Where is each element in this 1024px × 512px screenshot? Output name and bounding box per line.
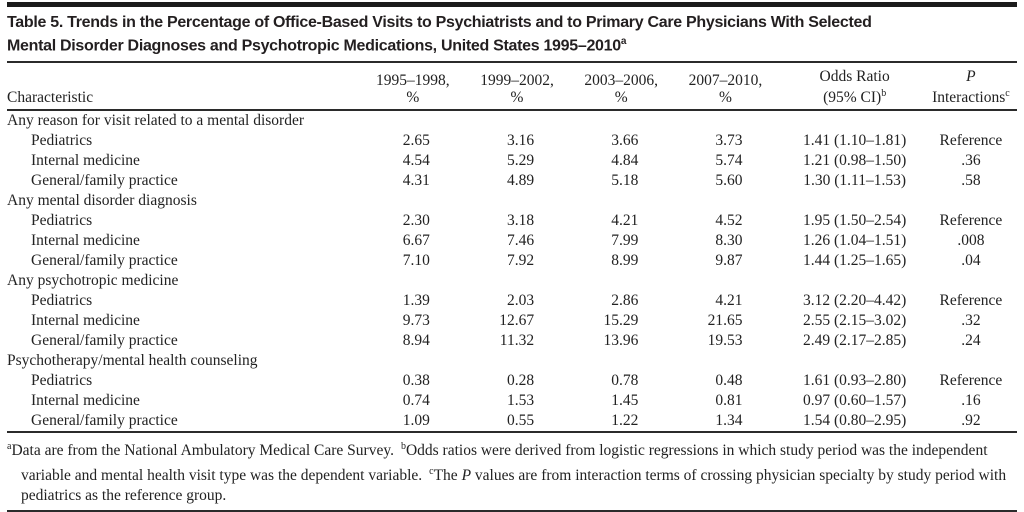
table-row bbox=[7, 131, 1017, 151]
cell-odds-ratio: 1.44 (1.25–1.65) bbox=[802, 252, 907, 270]
section-header-row bbox=[7, 351, 1017, 371]
cell-percent-2003-2006: 0.78 bbox=[611, 372, 639, 390]
table-row bbox=[7, 371, 1017, 391]
cell-percent-2007-2010: 19.53 bbox=[707, 332, 743, 350]
col-header-1999-2002: 1999–2002, % bbox=[472, 63, 576, 110]
cell-percent-1995-1998: 1.09 bbox=[368, 411, 472, 432]
footnote-italic-p: P bbox=[461, 466, 472, 484]
cell-percent-1999-2002: 4.89 bbox=[506, 172, 535, 190]
cell-characteristic: General/family practice bbox=[7, 411, 368, 432]
cell-percent-2003-2006: 4.84 bbox=[611, 152, 639, 170]
footnote-text-b: Odds ratios were derived from logistic regressions in which study period was the independent variable and mental health visit type was the dependent variable. bbox=[21, 442, 988, 484]
cell-percent-1999-2002: 0.55 bbox=[472, 411, 576, 432]
footnote-text-c-post: values are from interaction terms of crossing physician specialty by study period with pediatrics as the reference group. bbox=[21, 466, 1007, 504]
cell-odds-ratio: 2.55 (2.15–3.02) bbox=[802, 312, 907, 330]
section-header-row bbox=[7, 110, 1017, 131]
cell-characteristic: Pediatrics bbox=[31, 292, 93, 310]
cell-percent-1999-2002: 7.46 bbox=[506, 232, 535, 250]
cell-characteristic: General/family practice bbox=[31, 172, 178, 190]
cell-percent-2007-2010: 0.81 bbox=[715, 392, 743, 410]
cell-p-interaction: .36 bbox=[961, 152, 981, 170]
cell-p-interaction: .04 bbox=[961, 252, 981, 270]
bottom-rule bbox=[7, 510, 1017, 512]
cell-percent-2007-2010: 0.48 bbox=[715, 372, 743, 390]
cell-percent-1995-1998: 4.54 bbox=[402, 152, 430, 170]
section-header: Psychotherapy/mental health counseling bbox=[7, 352, 258, 370]
cell-odds-ratio: 1.54 (0.80–2.95) bbox=[785, 411, 925, 432]
section-header-row bbox=[7, 191, 1017, 211]
cell-p-interaction: .16 bbox=[961, 392, 981, 410]
cell-percent-2007-2010: 21.65 bbox=[707, 312, 743, 330]
cell-odds-ratio: 1.30 (1.11–1.53) bbox=[803, 172, 907, 190]
cell-percent-1995-1998: 6.67 bbox=[402, 232, 430, 250]
cell-characteristic: Internal medicine bbox=[31, 152, 140, 170]
cell-percent-2003-2006: 4.21 bbox=[611, 212, 639, 230]
col-header-2007-2010: 2007–2010, % bbox=[680, 63, 784, 110]
cell-characteristic: Pediatrics bbox=[31, 132, 93, 150]
cell-odds-ratio: 1.21 (0.98–1.50) bbox=[802, 152, 907, 170]
table-row bbox=[7, 231, 1017, 251]
footnote-marker-b: b bbox=[400, 441, 406, 453]
cell-percent-1999-2002: 5.29 bbox=[506, 152, 535, 170]
cell-percent-2007-2010: 1.34 bbox=[680, 411, 784, 432]
title-footnote-marker: a bbox=[620, 36, 627, 47]
cell-p-interaction: Reference bbox=[939, 132, 1003, 150]
cell-percent-1995-1998: 9.73 bbox=[402, 312, 430, 330]
cell-percent-2003-2006: 13.96 bbox=[603, 332, 639, 350]
cell-percent-1995-1998: 7.10 bbox=[402, 252, 430, 270]
header-row bbox=[7, 63, 1017, 110]
cell-odds-ratio: 0.97 (0.60–1.57) bbox=[802, 392, 907, 410]
cell-p-interaction: Reference bbox=[939, 292, 1003, 310]
table-title-line2: Mental Disorder Diagnoses and Psychotropic Medications, United States 1995–2010$^a$ bbox=[7, 36, 627, 55]
cell-characteristic: General/family practice bbox=[31, 252, 178, 270]
data-table bbox=[7, 63, 1017, 433]
cell-characteristic: Internal medicine bbox=[31, 392, 140, 410]
cell-percent-2003-2006: 3.66 bbox=[611, 132, 639, 150]
cell-odds-ratio: 1.41 (1.10–1.81) bbox=[802, 132, 907, 150]
footnote-marker-c: c bbox=[429, 465, 434, 477]
cell-percent-1999-2002: 11.32 bbox=[499, 332, 535, 350]
table-row bbox=[7, 391, 1017, 411]
cell-percent-2003-2006: 15.29 bbox=[603, 312, 639, 330]
cell-odds-ratio: 1.95 (1.50–2.54) bbox=[802, 212, 907, 230]
col-header-p-interactions: P Interactions$^c$ bbox=[925, 63, 1017, 110]
table-row bbox=[7, 251, 1017, 271]
cell-percent-2007-2010: 4.21 bbox=[715, 292, 743, 310]
cell-percent-2007-2010: 3.73 bbox=[715, 132, 743, 150]
col-header-2003-2006: 2003–2006, % bbox=[576, 63, 680, 110]
table-footnote bbox=[7, 437, 1017, 505]
cell-percent-1999-2002: 1.53 bbox=[506, 392, 535, 410]
table-row bbox=[7, 291, 1017, 311]
footnote-text-a: Data are from the National Ambulatory Medical Care Survey. bbox=[11, 442, 394, 460]
section-header: Any mental disorder diagnosis bbox=[7, 192, 197, 210]
cell-percent-1995-1998: 0.74 bbox=[402, 392, 430, 410]
cell-percent-1995-1998: 1.39 bbox=[402, 292, 430, 310]
section-header: Any reason for visit related to a mental disorder bbox=[7, 112, 304, 130]
footnote-marker-a: a bbox=[7, 441, 12, 453]
cell-percent-1999-2002: 7.92 bbox=[506, 252, 535, 270]
cell-p-interaction: .32 bbox=[961, 312, 981, 330]
cell-p-interaction: Reference bbox=[939, 212, 1003, 230]
section-header-row bbox=[7, 271, 1017, 291]
cell-percent-2003-2006: 8.99 bbox=[611, 252, 639, 270]
cell-percent-1995-1998: 8.94 bbox=[402, 332, 430, 350]
cell-characteristic: Internal medicine bbox=[31, 232, 140, 250]
cell-percent-1999-2002: 3.18 bbox=[506, 212, 535, 230]
cell-percent-1999-2002: 3.16 bbox=[506, 132, 535, 150]
cell-percent-2003-2006: 2.86 bbox=[611, 292, 639, 310]
table-title bbox=[7, 13, 1017, 55]
cell-percent-2007-2010: 9.87 bbox=[715, 252, 743, 270]
cell-p-interaction: Reference bbox=[939, 372, 1003, 390]
cell-odds-ratio: 2.49 (2.17–2.85) bbox=[802, 332, 907, 350]
top-rule bbox=[7, 2, 1017, 7]
cell-p-interaction: .008 bbox=[957, 232, 985, 250]
cell-characteristic: Pediatrics bbox=[31, 372, 93, 390]
table-row bbox=[7, 411, 1017, 432]
cell-p-interaction: .24 bbox=[961, 332, 981, 350]
col-header-odds-ratio: Odds Ratio (95% CI)$^b$ bbox=[785, 63, 925, 110]
col-header-characteristic: Characteristic bbox=[7, 63, 368, 110]
cell-percent-1999-2002: 0.28 bbox=[506, 372, 535, 390]
cell-odds-ratio: 1.61 (0.93–2.80) bbox=[802, 372, 907, 390]
cell-p-interaction: .92 bbox=[925, 411, 1017, 432]
cell-p-interaction: .58 bbox=[961, 172, 981, 190]
cell-percent-2007-2010: 5.74 bbox=[715, 152, 743, 170]
table-row bbox=[7, 211, 1017, 231]
cell-percent-2007-2010: 4.52 bbox=[715, 212, 743, 230]
cell-percent-2003-2006: 1.45 bbox=[611, 392, 639, 410]
cell-percent-1999-2002: 12.67 bbox=[499, 312, 535, 330]
cell-percent-1995-1998: 0.38 bbox=[402, 372, 430, 390]
footnote-text-c-pre: The bbox=[433, 466, 462, 484]
table-row bbox=[7, 171, 1017, 191]
cell-percent-2003-2006: 1.22 bbox=[576, 411, 680, 432]
cell-odds-ratio: 3.12 (2.20–4.42) bbox=[802, 292, 907, 310]
cell-percent-1995-1998: 4.31 bbox=[402, 172, 430, 190]
table-row bbox=[7, 151, 1017, 171]
cell-characteristic: Pediatrics bbox=[31, 212, 93, 230]
cell-percent-1999-2002: 2.03 bbox=[506, 292, 535, 310]
table-row bbox=[7, 331, 1017, 351]
cell-percent-2007-2010: 5.60 bbox=[715, 172, 743, 190]
section-header: Any psychotropic medicine bbox=[7, 272, 179, 290]
cell-percent-1995-1998: 2.30 bbox=[402, 212, 430, 230]
cell-odds-ratio: 1.26 (1.04–1.51) bbox=[802, 232, 907, 250]
cell-characteristic: General/family practice bbox=[31, 332, 178, 350]
cell-percent-2003-2006: 5.18 bbox=[611, 172, 639, 190]
table-title-line1: Table 5. Trends in the Percentage of Office-Based Visits to Psychiatrists and to Primary Care Physicians With Selected bbox=[7, 14, 872, 31]
cell-characteristic: Internal medicine bbox=[31, 312, 140, 330]
cell-percent-2007-2010: 8.30 bbox=[715, 232, 743, 250]
table-figure bbox=[0, 2, 1024, 512]
cell-percent-2003-2006: 7.99 bbox=[611, 232, 639, 250]
table-row bbox=[7, 311, 1017, 331]
col-header-1995-1998: 1995–1998, % bbox=[368, 63, 472, 110]
cell-percent-1995-1998: 2.65 bbox=[402, 132, 430, 150]
